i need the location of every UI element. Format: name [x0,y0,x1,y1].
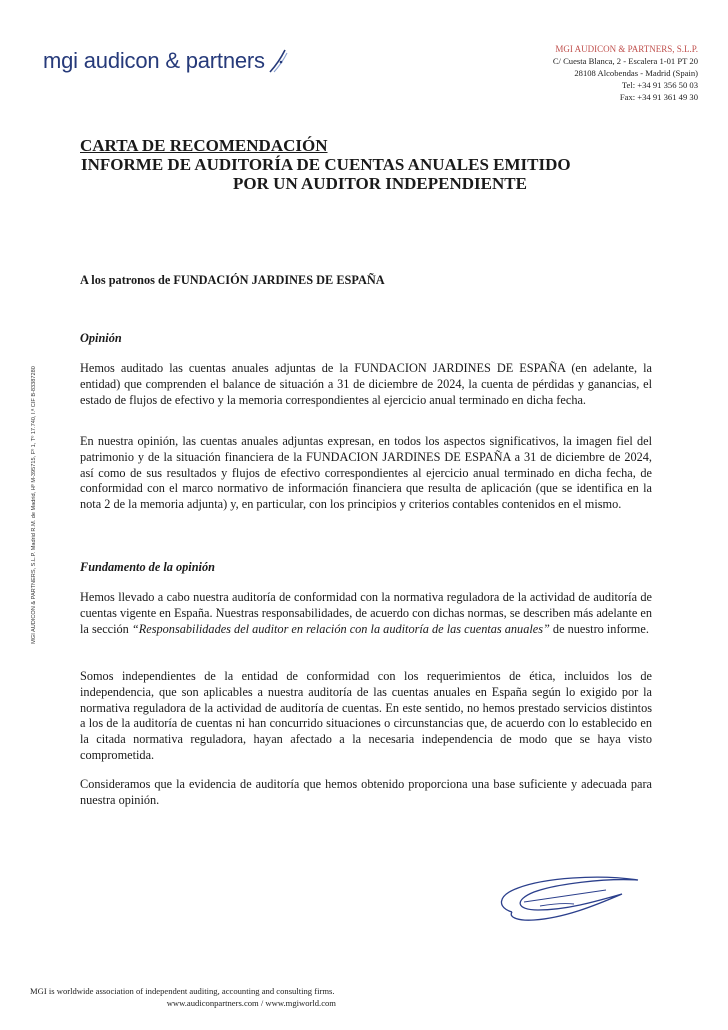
company-fax: Fax: +34 91 361 49 30 [619,92,698,102]
company-address-line2: 28108 Alcobendas - Madrid (Spain) [574,68,698,78]
title-line1: CARTA DE RECOMENDACIÓN [80,136,328,155]
fundamento-p1-text: Hemos llevado a cabo nuestra auditoría de conformidad con la normativa reguladora de la actividad de auditoría de cuentas vigente en España. Nuestras responsabilidades, de acuerdo con dichas normas, se describen más adelante en la sección [80,590,652,636]
document-title [80,136,680,193]
company-logo [43,48,289,74]
page-footer [30,985,336,1009]
opinion-paragraph-2: En nuestra opinión, las cuentas anuales adjuntas expresan, en todos los aspectos significativos, la imagen fiel del patrimonio y de la situación financiera de la FUNDACION JARDINES DE ESPAÑA a 31 de diciembre de 2024, así como de sus resultados y flujos de efectivo correspondientes al ejercicio anual terminado en dicha fecha, de conformidad con el marco normativo de información financiera que resulta de aplicación (que se identifica en la nota 2 de la memoria adjunta) y, en particular, con los principios y criterios contables contenidos en el mismo. [80,434,652,512]
opinion-paragraph-1: Hemos auditado las cuentas anuales adjuntas de la FUNDACION JARDINES DE ESPAÑA (en adelante, la entidad) que comprenden el balance de situación a 31 de diciembre de 2024, la cuenta de pérdidas y ganancias, el estado de flujos de efectivo y la memoria correspondientes al ejercicio anual terminado en dicha fecha. [80,361,652,407]
fundamento-paragraph-2: Somos independientes de la entidad de conformidad con los requerimientos de ética, incluidos los de independencia, que son aplicables a nuestra auditoría de las cuentas anuales en España según lo exigido por la normativa reguladora de la actividad de auditoría de cuentas. En este sentido, no hemos prestado servicios distintos a los de la auditoría de cuentas ni han concurrido situaciones o circunstancias que, de acuerdo con lo establecido en la citada normativa reguladora, hayan afectado a la necesaria independencia de modo que se haya visto comprometida. [80,669,652,762]
logo-text: mgi audicon & partners [43,48,265,73]
fundamento-paragraph-1 [80,590,652,637]
addressee: A los patronos de FUNDACIÓN JARDINES DE ESPAÑA [80,273,385,287]
registry-sidebar [28,360,40,650]
fundamento-heading: Fundamento de la opinión [80,560,215,574]
title-line3: POR UN AUDITOR INDEPENDIENTE [233,174,527,193]
registry-text: MGI AUDICON & PARTNERS, S.L.P. Madrid R.M. de Madrid, Hº M-395715, Fº 1, Tº 17.740, I.ª CIF B-83387280 [31,366,38,644]
company-address-line1: C/ Cuesta Blanca, 2 - Escalera 1-01 PT 20 [552,56,698,66]
footer-websites: www.audiconpartners.com / www.mgiworld.com [166,998,336,1008]
fundamento-p1-section-reference: “Responsabilidades del auditor en relación con la auditoría de las cuentas anuales” [131,621,550,636]
fundamento-p1-text-end: de nuestro informe. [549,621,649,636]
company-tel: Tel: +34 91 356 50 03 [621,80,698,90]
logo-swoosh-icon [267,48,289,74]
title-line2: INFORME DE AUDITORÍA DE CUENTAS ANUALES EMITIDO [81,155,571,174]
opinion-heading: Opinión [80,331,122,345]
signature-icon [494,868,646,924]
company-name: MGI AUDICON & PARTNERS, S.L.P. [555,44,698,54]
company-address-block [553,43,698,103]
footer-line1: MGI is worldwide association of independent auditing, accounting and consulting firms. [30,986,335,996]
fundamento-paragraph-3: Consideramos que la evidencia de auditoría que hemos obtenido proporciona una base suficiente y adecuada para nuestra opinión. [80,777,652,807]
